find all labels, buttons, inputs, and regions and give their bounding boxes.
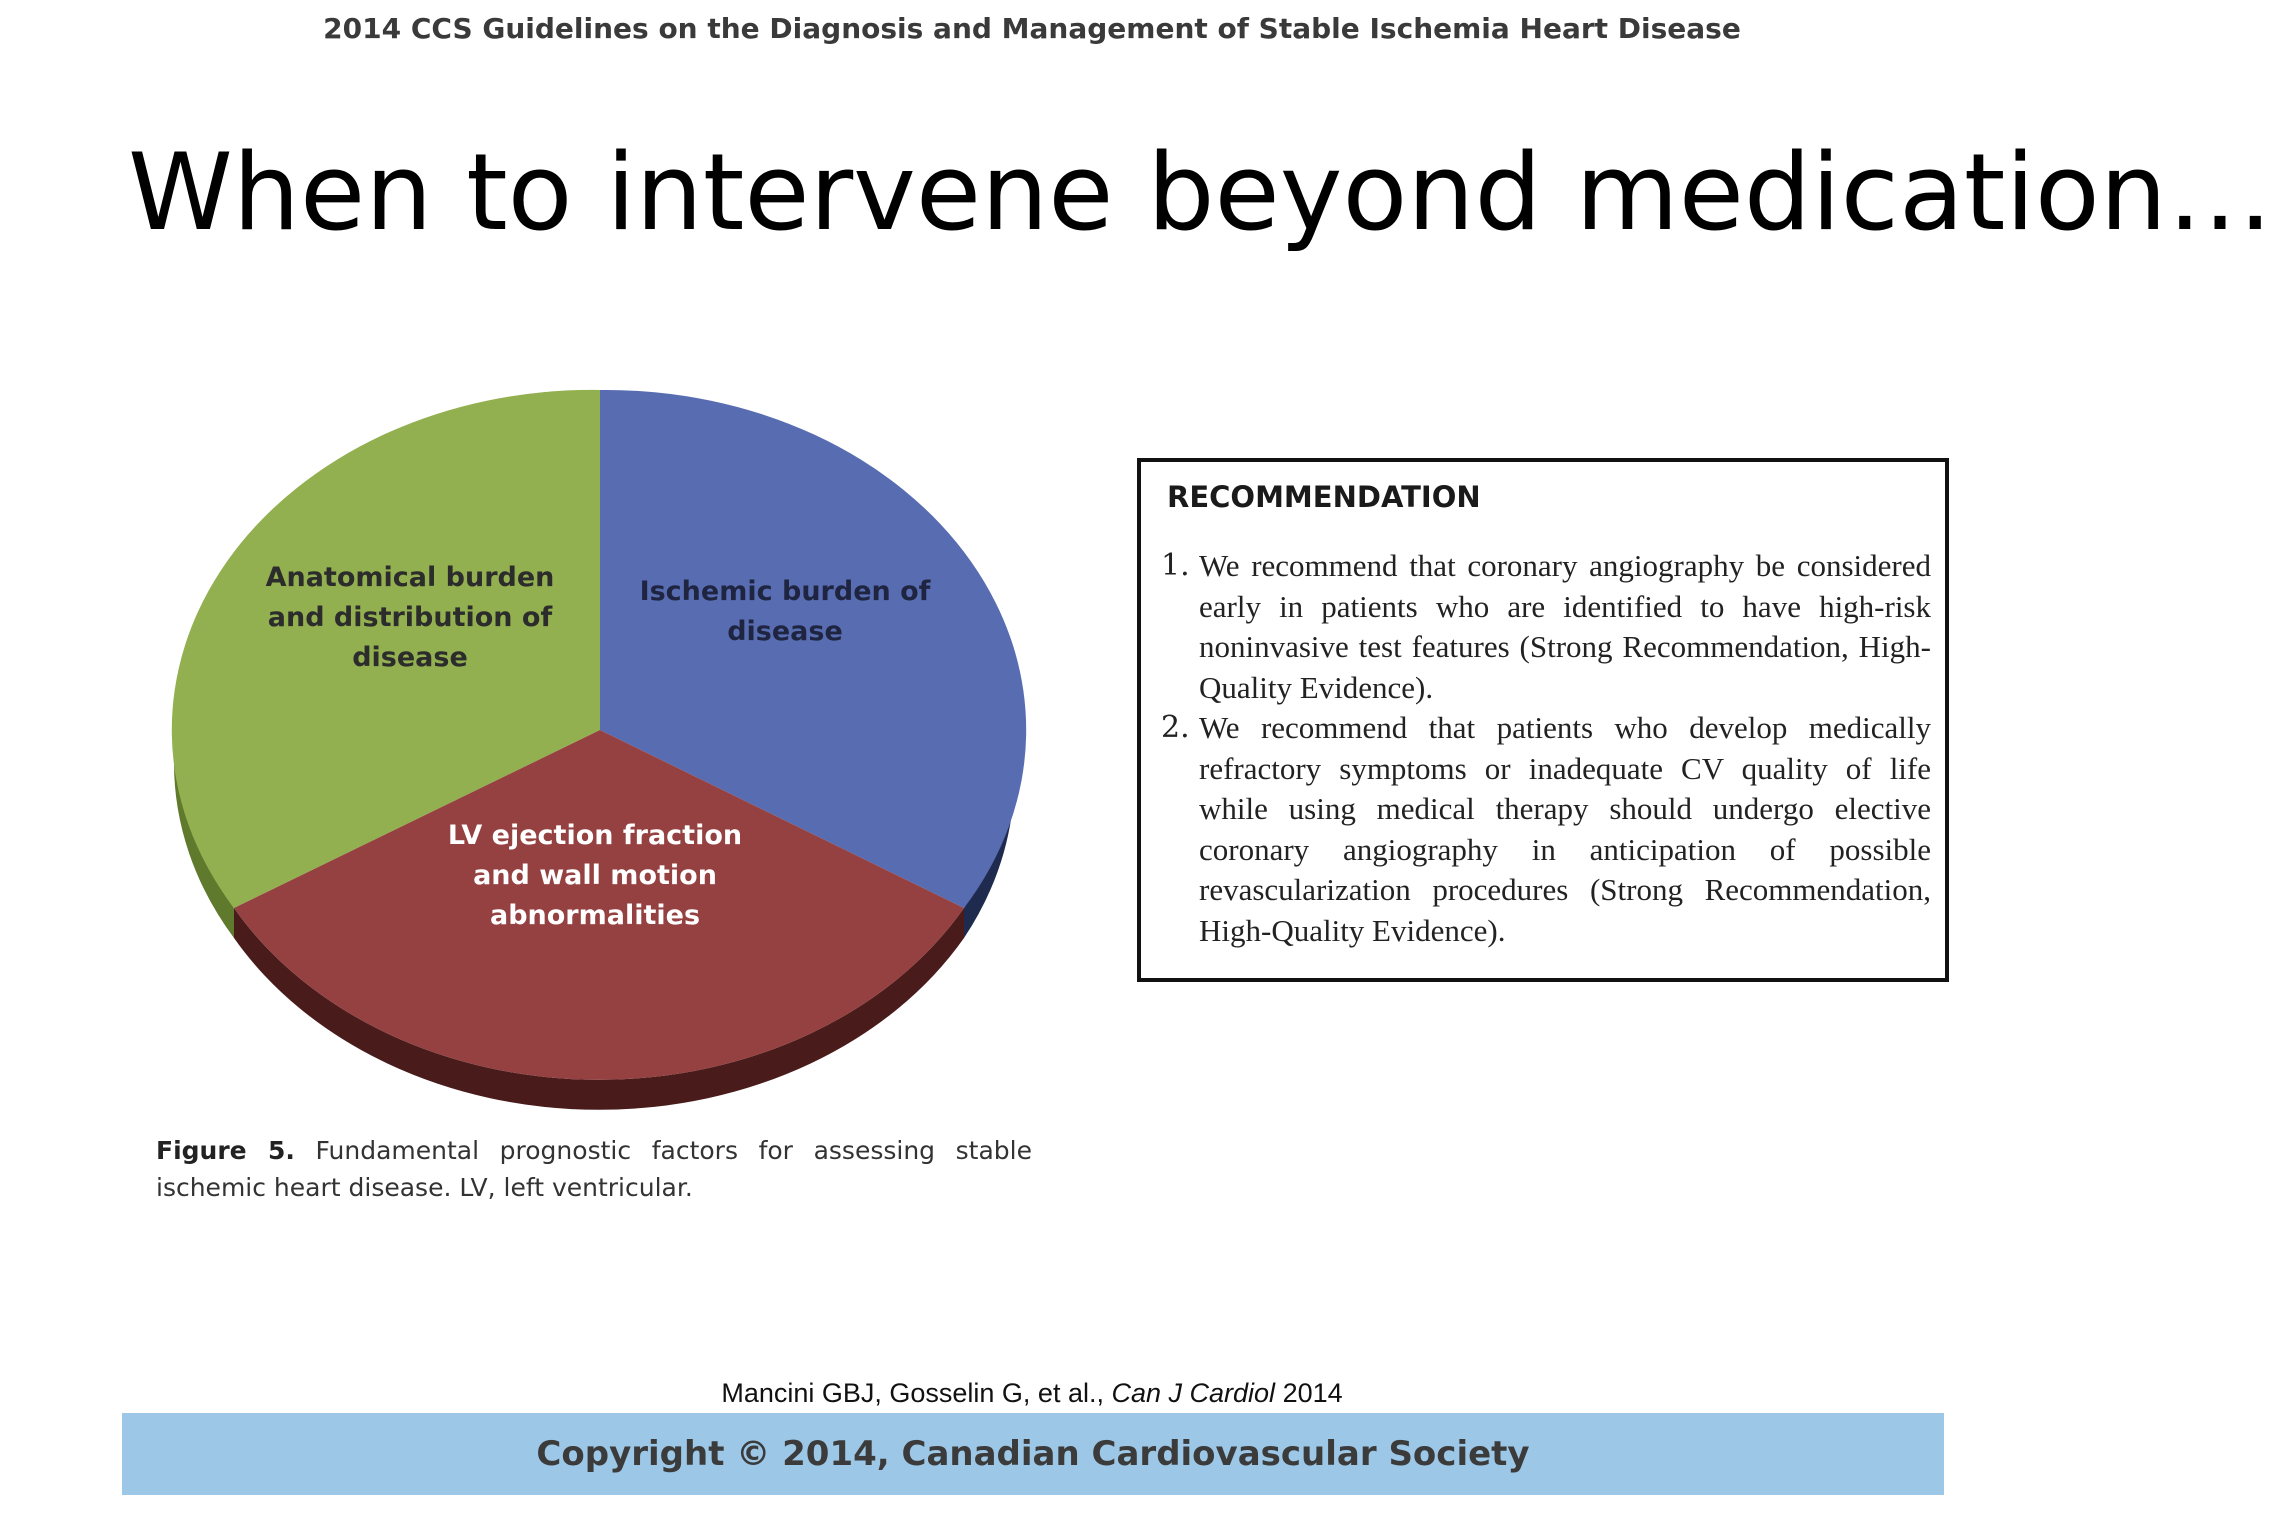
recommendation-heading: RECOMMENDATION — [1167, 480, 1481, 514]
citation — [0, 1378, 2064, 1409]
slide-title: When to intervene beyond medication… — [128, 131, 2273, 254]
slide-header: 2014 CCS Guidelines on the Diagnosis and Management of Stable Ischemia Heart Disease — [323, 12, 1741, 45]
recommendation-item — [1161, 546, 1931, 708]
recommendation-text: We recommend that patients who develop medically refractory symptoms or inadequate CV quality of life while using medical therapy should undergo elective coronary angiography in anticipation of possible revascularization procedures (Strong Recommendation, High-Quality Evidence). — [1199, 710, 1931, 948]
pie-label-anatomical: Anatomical burden and distribution of disease — [265, 562, 555, 673]
figure-caption — [156, 1132, 1032, 1206]
pie-label-lv-ejection: LV ejection fraction and wall motion abnormalities — [447, 820, 743, 931]
citation-year: 2014 — [1282, 1378, 1343, 1408]
citation-authors: Mancini GBJ, Gosselin G, et al., — [721, 1378, 1104, 1408]
figure-caption-text: Fundamental prognostic factors for assessing stable ischemic heart disease. LV, left ventricular. — [156, 1136, 1032, 1202]
pie-label-ischemic: Ischemic burden of disease — [639, 576, 931, 647]
pie-chart — [160, 380, 1040, 1120]
recommendation-item — [1161, 708, 1931, 951]
figure-caption-label: Figure 5. — [156, 1136, 295, 1165]
recommendation-text: We recommend that coronary angiography be considered early in patients who are identified to have high-risk noninvasive test features (Strong Recommendation, High-Quality Evidence). — [1199, 548, 1931, 705]
recommendation-box — [1137, 458, 1949, 982]
copyright-banner: Copyright © 2014, Canadian Cardiovascular Society — [122, 1413, 1944, 1495]
citation-journal: Can J Cardiol — [1111, 1378, 1276, 1408]
recommendation-number: 2. — [1161, 710, 1190, 745]
recommendation-list — [1161, 546, 1931, 951]
recommendation-number: 1. — [1161, 548, 1190, 583]
